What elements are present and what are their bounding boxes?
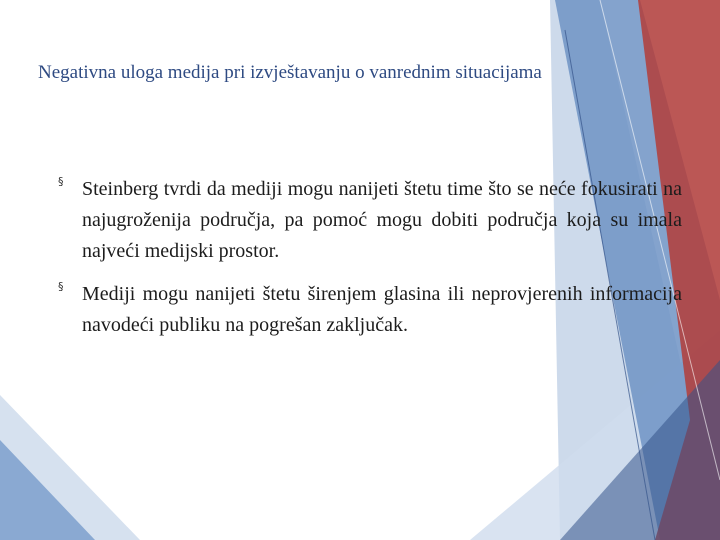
bullet-list — [58, 174, 682, 353]
bullet-marker-icon: § — [58, 280, 64, 293]
bullet-item-1 — [58, 174, 682, 267]
bullet-text-2: Mediji mogu nanijeti štetu širenjem glasina ili neprovjerenih informacija navodeći publiku na pogrešan zaključak. — [82, 283, 682, 336]
slide-title: Negativna uloga medija pri izvještavanju o vanrednim situacijama — [38, 62, 542, 83]
bullet-marker-icon: § — [58, 175, 64, 188]
bullet-item-2 — [58, 279, 682, 341]
bullet-text-1: Steinberg tvrdi da mediji mogu nanijeti štetu time što se neće fokusirati na najugroženija područja, pa pomoć mogu dobiti područja koja su imala najveći medijski prostor. — [82, 178, 682, 262]
